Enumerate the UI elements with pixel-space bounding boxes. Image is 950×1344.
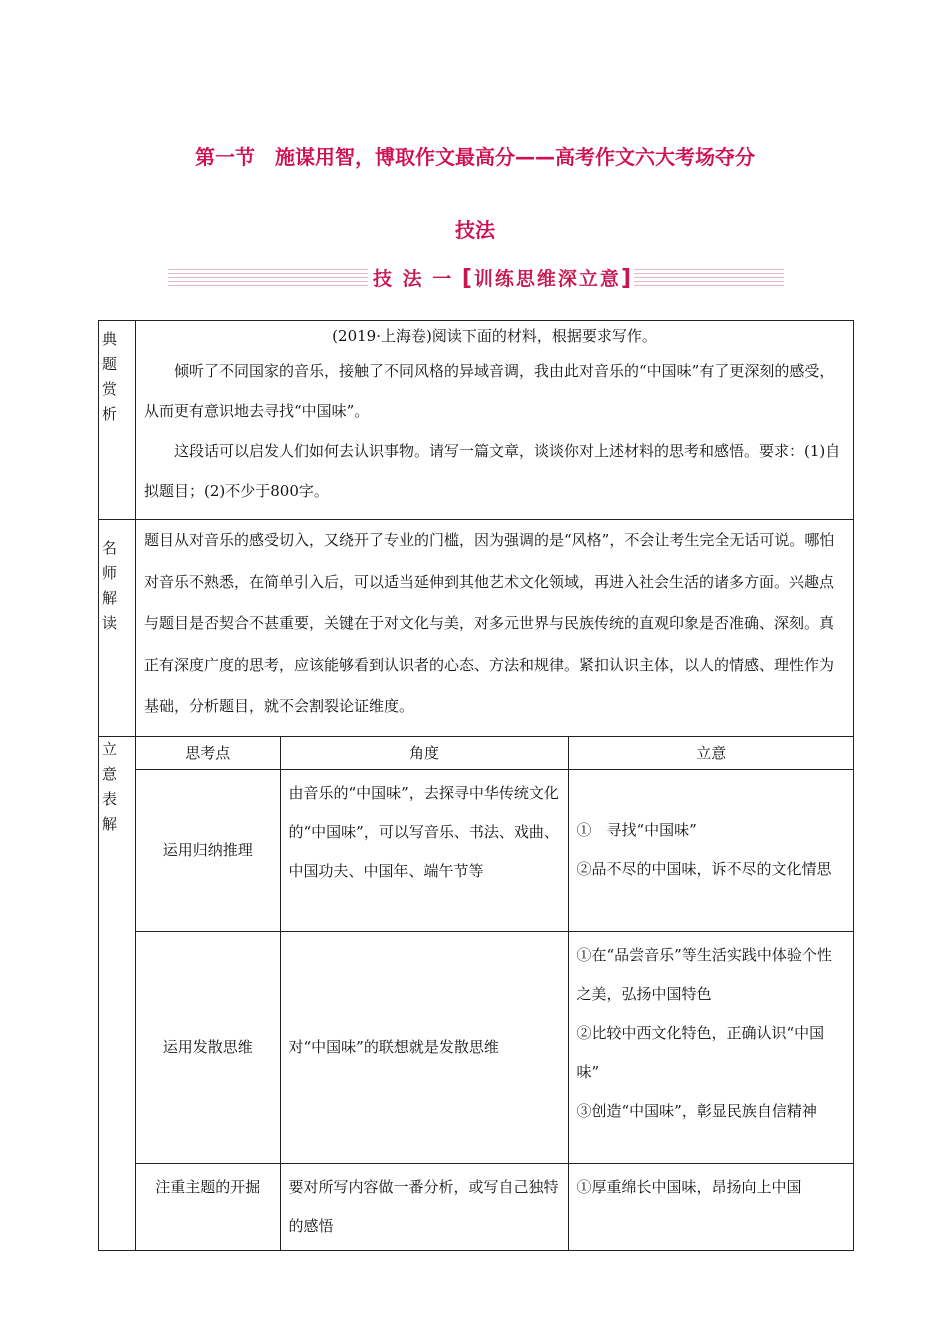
idea-item: ③创造“中国味”，彰显民族自信精神	[576, 1101, 817, 1120]
idea-item: ②比较中西文化特色，正确认识“中国味”	[576, 1023, 825, 1081]
idea-item: ②品不尽的中国味，诉不尽的文化情思	[576, 860, 832, 878]
banner-topic: 训练思维深立意	[473, 268, 621, 290]
header-point: 思考点	[136, 737, 280, 770]
example-content	[136, 321, 854, 520]
section-title: 第一节 施谋用智，博取作文最高分——高考作文六大考场夺分	[195, 145, 755, 169]
angle-cell: 由音乐的“中国味”，去探寻中华传统文化的“中国味”，可以写音乐、书法、戏曲、中国功夫、中国年、端午节等	[280, 769, 568, 931]
idea-item: ① 寻找“中国味”	[576, 821, 697, 839]
example-source: (2019·上海卷)阅读下面的材料，根据要求写作。	[332, 327, 657, 345]
banner-stripes-right	[634, 269, 784, 289]
angle-cell: 要对所写内容做一番分析，或写自己独特的感悟	[280, 1163, 568, 1250]
header-idea: 立意	[568, 737, 854, 770]
idea-cell	[568, 1163, 854, 1250]
table-row	[136, 931, 854, 1163]
table-row	[136, 769, 854, 931]
section-title-continued: 技法	[455, 218, 495, 242]
point-cell: 注重主题的开掘	[136, 1163, 280, 1250]
teacher-label: 名师解读	[100, 540, 118, 640]
ideas-table-cell	[136, 736, 854, 1250]
teacher-text: 题目从对音乐的感受切入，又绕开了专业的门槛，因为强调的是“风格”，不会让考生完全无话可说。哪怕对音乐不熟悉，在简单引入后，可以适当延伸到其他艺术文化领域，再进入社会生活的诸多方面。兴趣点与题目是否契合不甚重要，关键在于对文化与美，对多元世界与民族传统的直观印象是否准确、深刻。真正有深度广度的思考，应该能够看到认识者的心态、方法和规律。紧扣认识主体，以人的情感、理性作为基础，分析题目，就不会割裂论证维度。	[144, 531, 835, 715]
header-angle: 角度	[280, 737, 568, 770]
table-row	[136, 1163, 854, 1250]
example-requirement: 这段话可以启发人们如何去认识事物。请写一篇文章，谈谈你对上述材料的思考和感悟。要求：(1)自拟题目；(2)不少于800字。	[144, 442, 841, 500]
banner-bracket-close: ]	[620, 266, 633, 291]
example-material: 倾听了不同国家的音乐，接触了不同风格的异域音调，我由此对音乐的“中国味”有了更深刻的感受，从而更有意识地去寻找“中国味”。	[144, 362, 835, 420]
example-label-cell	[99, 321, 136, 520]
technique-banner	[168, 261, 784, 297]
banner-title	[373, 264, 633, 291]
banner-bracket-open: [	[461, 266, 474, 291]
banner-label: 技 法 一	[373, 268, 454, 290]
banner-stripes-left	[168, 269, 368, 289]
teacher-row	[99, 520, 854, 737]
example-label: 典题赏析	[100, 331, 118, 431]
angle-cell: 对“中国味”的联想就是发散思维	[280, 931, 568, 1163]
ideas-table	[136, 737, 854, 1250]
ideas-label-cell	[99, 736, 136, 1250]
idea-item: ①在“品尝音乐”等生活实践中体验个性之美，弘扬中国特色	[576, 945, 832, 1003]
idea-cell	[568, 769, 854, 931]
ideas-row	[99, 736, 854, 1250]
idea-item: ①厚重绵长中国味，昂扬向上中国	[576, 1177, 802, 1196]
ideas-label: 立意表解	[100, 740, 118, 841]
point-cell: 运用发散思维	[136, 931, 280, 1163]
analysis-table	[98, 320, 854, 1251]
point-cell: 运用归纳推理	[136, 769, 280, 931]
idea-cell	[568, 931, 854, 1163]
teacher-content	[136, 520, 854, 737]
example-row	[99, 321, 854, 520]
ideas-header-row	[136, 737, 854, 770]
teacher-label-cell	[99, 520, 136, 737]
